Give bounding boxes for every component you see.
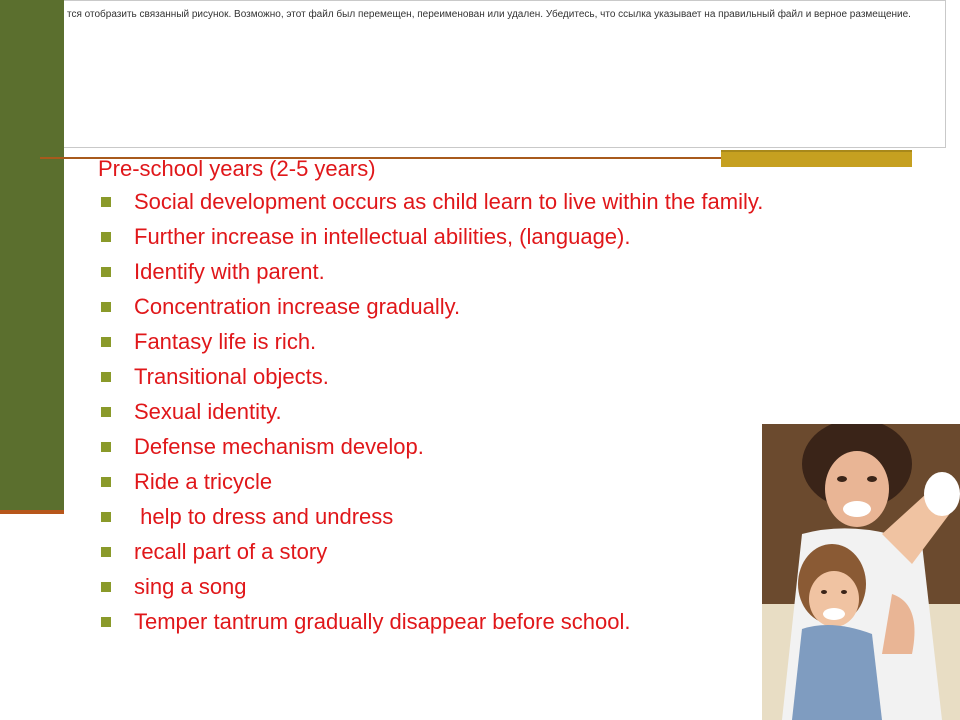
bullet-text: Sexual identity. <box>134 399 282 424</box>
bullet-item <box>98 469 778 495</box>
bullet-text: Transitional objects. <box>134 364 329 389</box>
square-bullet-icon <box>101 407 111 417</box>
bullet-item <box>98 294 778 320</box>
square-bullet-icon <box>101 337 111 347</box>
broken-image-placeholder <box>0 0 946 148</box>
bullet-item <box>98 434 778 460</box>
bullet-item <box>98 189 778 215</box>
slide-content <box>98 156 778 644</box>
bullet-item <box>98 224 778 250</box>
bullet-text: Identify with parent. <box>134 259 325 284</box>
square-bullet-icon <box>101 232 111 242</box>
left-decorative-bar <box>0 0 64 512</box>
bullet-item <box>98 329 778 355</box>
bullet-text: Defense mechanism develop. <box>134 434 424 459</box>
bullet-item <box>98 609 778 635</box>
bullet-text: Concentration increase gradually. <box>134 294 461 319</box>
square-bullet-icon <box>101 477 111 487</box>
square-bullet-icon <box>101 547 111 557</box>
square-bullet-icon <box>101 582 111 592</box>
bullet-item <box>98 259 778 285</box>
bullet-item <box>98 539 778 565</box>
bullet-list <box>98 189 778 635</box>
bullet-text: Temper tantrum gradually disappear before school. <box>134 609 631 634</box>
bullet-text: help to dress and undress <box>134 504 394 529</box>
bullet-text: Further increase in intellectual abilities, (language). <box>134 224 631 249</box>
bullet-text: recall part of a story <box>134 539 328 564</box>
square-bullet-icon <box>101 442 111 452</box>
bullet-item <box>98 364 778 390</box>
left-bar-accent <box>0 510 64 514</box>
square-bullet-icon <box>101 197 111 207</box>
bullet-item <box>98 399 778 425</box>
square-bullet-icon <box>101 302 111 312</box>
square-bullet-icon <box>101 267 111 277</box>
bullet-item <box>98 574 778 600</box>
square-bullet-icon <box>101 617 111 627</box>
broken-image-notice: тся отобразить связанный рисунок. Возможно, этот файл был перемещен, переименован или удален. Убедитесь, что ссылка указывает на правильный файл и верное размещение. <box>67 9 911 20</box>
bullet-item <box>98 504 778 530</box>
slide-heading: Pre-school years (2-5 years) <box>98 156 376 181</box>
square-bullet-icon <box>101 512 111 522</box>
bullet-text: Social development occurs as child learn to live within the family. <box>134 189 764 214</box>
photo-illustration <box>762 424 960 720</box>
bullet-text: Fantasy life is rich. <box>134 329 317 354</box>
square-bullet-icon <box>101 372 111 382</box>
mother-child-photo <box>762 424 960 720</box>
bullet-text: sing a song <box>134 574 247 599</box>
bullet-text: Ride a tricycle <box>134 469 273 494</box>
